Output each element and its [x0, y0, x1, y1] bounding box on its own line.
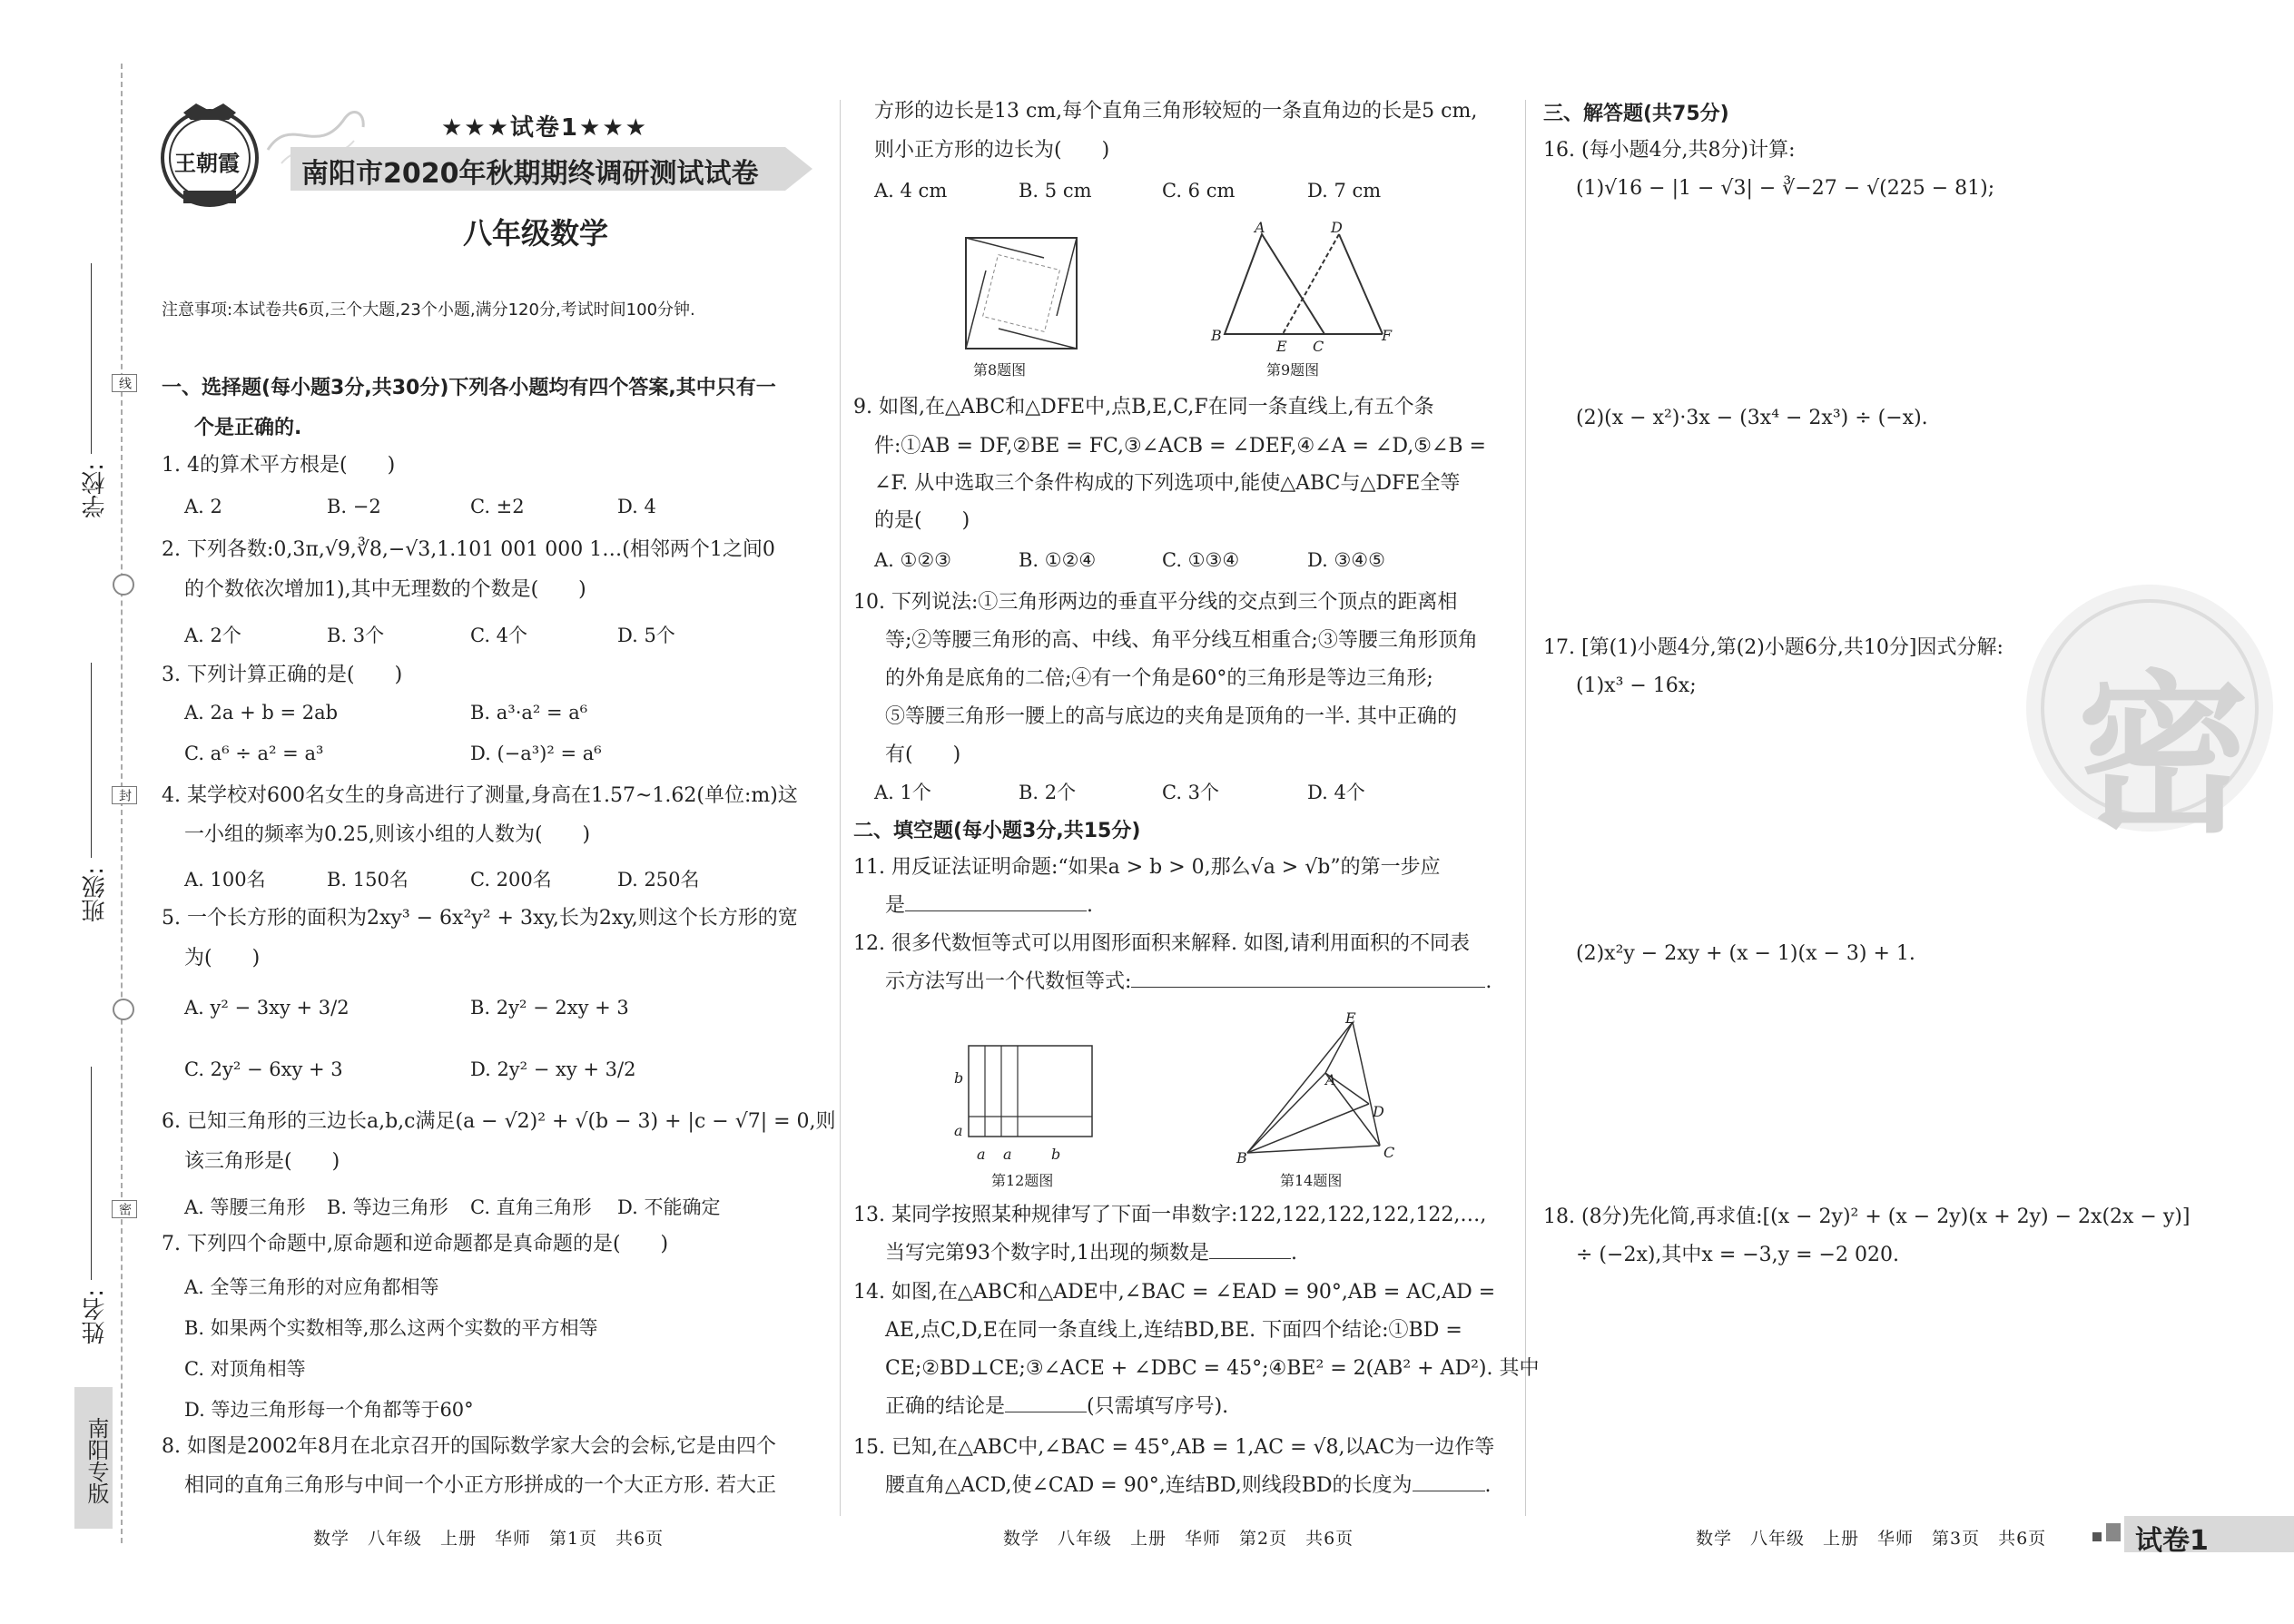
- q14-lead: 正确的结论是: [885, 1395, 1006, 1418]
- tag-square-small: [2092, 1532, 2102, 1541]
- q8-option-c: C. 6 cm: [1162, 180, 1236, 202]
- q15-stem: 15. 已知,在△ABC中,∠BAC = 45°,AB = 1,AC = √8,以AC为一边作等: [853, 1436, 1495, 1459]
- q4-stem: 4. 某学校对600名女生的身高进行了测量,身高在1.57~1.62(单位:m)这: [162, 784, 798, 807]
- q9-option-b: B. ①②④: [1019, 549, 1097, 571]
- q5-option-c: C. 2y² − 6xy + 3: [184, 1058, 343, 1080]
- q2-option-b: B. 3个: [327, 625, 385, 646]
- q7-option-d: D. 等边三角形每一个角都等于60°: [184, 1399, 474, 1421]
- page2-footer: 数学 八年级 上册 华师 第2页 共6页: [1003, 1529, 1354, 1549]
- fig12-label-b-bottom: b: [1051, 1146, 1061, 1163]
- q7-option-c: C. 对顶角相等: [184, 1358, 306, 1380]
- q2-stem: 2. 下列各数:0,3π,√9,∛8,−√3,1.101 001 000 1…(相邻两个1之间0: [162, 538, 775, 561]
- q2-option-d: D. 5个: [617, 625, 675, 646]
- q3-option-a: A. 2a + b = 2ab: [184, 702, 339, 723]
- q1-stem: 1. 4的算术平方根是( ): [162, 454, 396, 477]
- binding-hole-top: [113, 574, 134, 595]
- q4-option-b: B. 150名: [327, 869, 409, 891]
- q11-stem-cont: 是 .: [885, 894, 1094, 917]
- q8-stem-cont3: 则小正方形的边长为( ): [874, 139, 1110, 162]
- q13-answer-blank[interactable]: [1209, 1258, 1291, 1259]
- q3-stem: 3. 下列计算正确的是( ): [162, 664, 403, 686]
- school-line: [91, 263, 92, 454]
- q3-option-b: B. a³·a² = a⁶: [470, 702, 588, 723]
- q12-stem: 12. 很多代数恒等式可以用图形面积来解释. 如图,请利用面积的不同表: [853, 932, 1470, 955]
- q18-stem: 18. (8分)先化简,再求值:[(x − 2y)² + (x − 2y)(x + 2y) − 2x(2x − y)]: [1543, 1206, 2191, 1228]
- fig12-label-a-left: a: [954, 1122, 963, 1139]
- q10-stem-cont2: 的外角是底角的二倍;④有一个角是60°的三角形是等边三角形;: [885, 667, 1433, 690]
- q12-answer-blank[interactable]: [1131, 987, 1485, 988]
- q8-stem-cont2: 方形的边长是13 cm,每个直角三角形较短的一条直角边的长是5 cm,: [874, 100, 1478, 123]
- q10-stem-cont3: ⑤等腰三角形一腰上的高与底边的夹角是顶角的一半. 其中正确的: [885, 705, 1457, 728]
- q14-stem: 14. 如图,在△ABC和△ADE中,∠BAC = ∠EAD = 90°,AB = AC,AD =: [853, 1281, 1496, 1304]
- q13-lead: 当写完第93个数字时,1出现的频数是: [885, 1242, 1209, 1265]
- fig14-label-c: C: [1383, 1144, 1395, 1161]
- q8-option-b: B. 5 cm: [1019, 180, 1092, 202]
- figure-9-caption: 第9题图: [1266, 361, 1320, 379]
- q10-stem-cont4: 有( ): [885, 743, 961, 766]
- q7-stem: 7. 下列四个命题中,原命题和逆命题都是真命题的是( ): [162, 1233, 669, 1255]
- q6-option-d: D. 不能确定: [617, 1196, 721, 1218]
- fig14-label-d: D: [1373, 1103, 1384, 1120]
- q5-stem: 5. 一个长方形的面积为2xy³ − 6x²y² + 3xy,长为2xy,则这个长方形的宽: [162, 907, 798, 930]
- binding-hole-bottom: [113, 999, 134, 1020]
- q1-option-a: A. 2: [184, 496, 222, 517]
- q14-stem-cont: AE,点C,D,E在同一条直线上,连结BD,BE. 下面四个结论:①BD =: [885, 1319, 1462, 1342]
- fig14-label-a: A: [1325, 1071, 1336, 1088]
- section3-title: 三、解答题(共75分): [1543, 103, 1729, 125]
- q1-option-d: D. 4: [617, 496, 656, 517]
- seal-line-mark: 线: [112, 374, 137, 392]
- fig14-label-e: E: [1345, 1009, 1356, 1027]
- q4-option-c: C. 200名: [470, 869, 552, 891]
- q8-stem: 8. 如图是2002年8月在北京召开的国际数学家大会的会标,它是由四个: [162, 1435, 776, 1458]
- school-label: 学校:: [82, 463, 109, 518]
- q9-option-a: A. ①②③: [874, 549, 951, 571]
- q5-stem-cont: 为( ): [184, 947, 261, 969]
- exam-title: 南阳市2020年秋期期终调研测试试卷: [301, 158, 759, 190]
- q5-option-a: A. y² − 3xy + 3/2: [184, 997, 350, 1019]
- q12-stem-cont: 示方法写出一个代数恒等式: .: [885, 970, 1492, 993]
- q10-option-d: D. 4个: [1307, 782, 1365, 803]
- footer-exam-tag: 试卷1: [2135, 1525, 2209, 1557]
- q17-part1: (1)x³ − 16x;: [1576, 674, 1697, 697]
- figure-8-diagram: [962, 234, 1080, 354]
- q17-stem: 17. [第(1)小题4分,第(2)小题6分,共10分]因式分解:: [1543, 636, 2004, 659]
- q15-stem-cont: 腰直角△ACD,使∠CAD = 90°,连结BD,则线段BD的长度为 .: [885, 1474, 1492, 1497]
- q8-option-d: D. 7 cm: [1307, 180, 1382, 202]
- q2-stem-cont: 的个数依次增加1),其中无理数的个数是( ): [184, 578, 586, 601]
- subject-title: 八年级数学: [463, 216, 609, 251]
- q2-option-c: C. 4个: [470, 625, 528, 646]
- publisher-logo-text: 王朝霞: [174, 150, 240, 176]
- q9-option-c: C. ①③④: [1162, 549, 1240, 571]
- q9-stem-cont: 件:①AB = DF,②BE = FC,③∠ACB = ∠DEF,④∠A = ∠D,⑤∠B =: [874, 435, 1486, 458]
- fig14-label-b: B: [1236, 1149, 1247, 1166]
- section1-title-cont: 个是正确的.: [194, 417, 302, 439]
- name-label: 姓名:: [82, 1289, 109, 1344]
- column-divider-1: [840, 100, 841, 1516]
- q6-stem: 6. 已知三角形的三边长a,b,c满足(a − √2)² + √(b − 3) + |c − √7| = 0,则: [162, 1110, 836, 1133]
- q10-stem: 10. 下列说法:①三角形两边的垂直平分线的交点到三个顶点的距离相: [853, 591, 1458, 614]
- q14-stem-cont2: CE;②BD⊥CE;③∠ACE + ∠DBC = 45°;④BE² = 2(AB² + AD²). 其中: [885, 1357, 1540, 1380]
- title-band-arrow: [785, 147, 812, 191]
- q3-option-c: C. a⁶ ÷ a² = a³: [184, 743, 324, 764]
- fig9-label-e: E: [1276, 338, 1287, 355]
- q5-option-d: D. 2y² − xy + 3/2: [470, 1058, 636, 1080]
- q10-option-b: B. 2个: [1019, 782, 1077, 803]
- fig9-label-c: C: [1313, 338, 1324, 355]
- fig12-label-a2: a: [1003, 1146, 1012, 1163]
- q1-option-c: C. ±2: [470, 496, 525, 517]
- fig9-label-a: A: [1255, 219, 1265, 236]
- q9-stem-cont3: 的是( ): [874, 509, 970, 532]
- q8-option-a: A. 4 cm: [874, 180, 948, 202]
- tag-square-medium: [2106, 1523, 2121, 1541]
- q11-lead: 是: [885, 894, 906, 917]
- q2-option-a: A. 2个: [184, 625, 241, 646]
- seal-feng-mark: 封: [112, 786, 137, 804]
- fig9-label-d: D: [1331, 219, 1343, 236]
- class-label: 班级:: [82, 867, 109, 922]
- figure-14-caption: 第14题图: [1280, 1172, 1343, 1189]
- notice-text: 注意事项:本试卷共6页,三个大题,23个小题,满分120分,考试时间100分钟.: [162, 300, 695, 320]
- q7-option-a: A. 全等三角形的对应角都相等: [184, 1276, 439, 1298]
- q6-option-a: A. 等腰三角形: [184, 1196, 306, 1218]
- figure-12-diagram: [967, 1042, 1096, 1144]
- q11-answer-blank[interactable]: [905, 910, 1087, 911]
- q11-stem: 11. 用反证法证明命题:“如果a > b > 0,那么√a > √b”的第一步应: [853, 856, 1441, 879]
- q18-stem-cont: ÷ (−2x),其中x = −3,y = −2 020.: [1576, 1244, 1899, 1266]
- q9-stem: 9. 如图,在△ABC和△DFE中,点B,E,C,F在同一条直线上,有五个条: [853, 396, 1434, 418]
- fig12-label-b-left: b: [954, 1069, 964, 1087]
- q14-stem-cont3: [885, 1388, 1228, 1426]
- q8-stem-cont: 相同的直角三角形与中间一个小正方形拼成的一个大正方形. 若大正: [184, 1474, 776, 1497]
- section2-title: 二、填空题(每小题3分,共15分): [853, 820, 1141, 842]
- q4-stem-cont: 一小组的频率为0.25,则该小组的人数为( ): [184, 823, 591, 846]
- figure-14-diagram: [1235, 1017, 1398, 1162]
- q10-stem-cont: 等;②等腰三角形的高、中线、角平分线互相重合;③等腰三角形顶角: [885, 629, 1478, 652]
- q4-option-a: A. 100名: [184, 869, 266, 891]
- fig9-label-b: B: [1211, 327, 1222, 344]
- q10-option-c: C. 3个: [1162, 782, 1220, 803]
- q7-option-b: B. 如果两个实数相等,那么这两个实数的平方相等: [184, 1317, 598, 1339]
- page1-footer: 数学 八年级 上册 华师 第1页 共6页: [313, 1529, 665, 1549]
- fig12-label-a1: a: [977, 1146, 986, 1163]
- figure-9-diagram: [1212, 218, 1393, 354]
- q9-stem-cont2: ∠F. 从中选取三个条件构成的下列选项中,能使△ABC与△DFE全等: [874, 472, 1461, 495]
- q6-option-b: B. 等边三角形: [327, 1196, 448, 1218]
- q4-option-d: D. 250名: [617, 869, 700, 891]
- q16-stem: 16. (每小题4分,共8分)计算:: [1543, 139, 1796, 162]
- q1-option-b: B. −2: [327, 496, 381, 517]
- q15-lead: 腰直角△ACD,使∠CAD = 90°,连结BD,则线段BD的长度为: [885, 1474, 1413, 1497]
- q12-lead: 示方法写出一个代数恒等式:: [885, 970, 1132, 993]
- figure-8-caption: 第8题图: [973, 361, 1027, 379]
- q16-part1: (1)√16 − |1 − √3| − ∛−27 − √(225 − 81);: [1576, 177, 1995, 200]
- q17-part2: (2)x²y − 2xy + (x − 1)(x − 3) + 1.: [1576, 942, 1915, 965]
- edition-badge: 南阳专版: [74, 1387, 113, 1529]
- q6-option-c: C. 直角三角形: [470, 1196, 592, 1218]
- class-line: [91, 663, 92, 858]
- q16-part2: (2)(x − x²)·3x − (3x⁴ − 2x³) ÷ (−x).: [1576, 407, 1928, 429]
- q6-stem-cont: 该三角形是( ): [184, 1150, 340, 1173]
- q13-stem: 13. 某同学按照某种规律写了下面一串数字:122,122,122,122,122,…,: [853, 1204, 1487, 1226]
- column-divider-2: [1525, 100, 1526, 1516]
- page3-footer: 数学 八年级 上册 华师 第3页 共6页: [1696, 1529, 2047, 1549]
- fig9-label-f: F: [1382, 327, 1393, 344]
- name-line: [91, 1067, 92, 1280]
- watermark-seal-char: 密: [2077, 655, 2250, 856]
- q14-hint: (只需填写序号).: [1087, 1395, 1229, 1418]
- q13-stem-cont: 当写完第93个数字时,1出现的频数是 .: [885, 1242, 1297, 1265]
- exam-tag: ★★★试卷1★★★: [441, 114, 648, 142]
- q9-option-d: D. ③④⑤: [1307, 549, 1385, 571]
- section1-title: 一、选择题(每小题3分,共30分)下列各小题均有四个答案,其中只有一: [162, 377, 776, 399]
- q3-option-d: D. (−a³)² = a⁶: [470, 743, 602, 764]
- figure-12-caption: 第12题图: [991, 1172, 1054, 1189]
- q5-option-b: B. 2y² − 2xy + 3: [470, 997, 629, 1019]
- seal-mi-mark: 密: [112, 1200, 137, 1218]
- q10-option-a: A. 1个: [874, 782, 931, 803]
